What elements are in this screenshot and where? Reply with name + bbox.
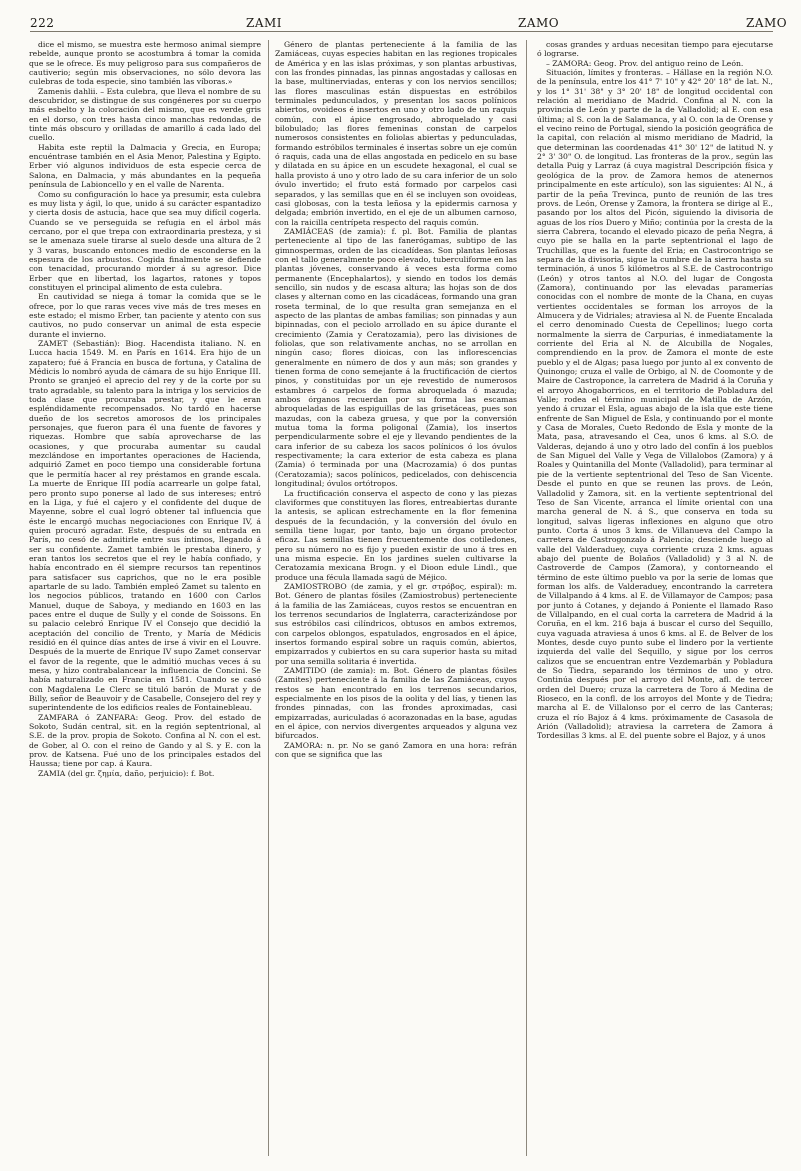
column-divider xyxy=(526,40,527,1156)
paragraph: ZAMIA (del gr. ζημία, daño, perjuicio): f. Bot. xyxy=(38,768,215,778)
paragraph: ZAMITIDO (de zamia): m. Bot. Género de plantas fósiles (Zamites) perteneciente á la familia de las Zamiáceas, cuyos restos se han encontrado en los terrenos secundarios, especialmente en los pisos de la oolita y del lías, y tienen las frondes pinnadas, con las frondes aproximadas, casi empizarradas, auriculadas ó acorazonadas en la base, agudas en el ápice, con nervios divergentes arqueados y alguna vez bifurcados. xyxy=(275,666,517,741)
text-column-right xyxy=(537,40,773,1158)
paragraph: ZAMIÁCEAS (de zamia): f. pl. Bot. Familia de plantas perteneciente al tipo de las fanerógamas, subtipo de las gimnospermas, orden de las cicadídeas. Son plantas leñosas con el tallo generalmente poco elevado, tuberculiforme en las plantas jóvenes, conservando á veces esta forma como permanente (Encephalartos), y siendo en todos los demás sencillo, sin nudos y de escasa altura; las hojas son de dos clases y alternan como en las cicadáceas, formando una gran roseta terminal, de lo que resulta gran semejanza en el aspecto de las plantas de ambas familias; son pinnadas y aun bipinnadas, con el peciolo arrollado en su ápice durante el crecimiento (Zamia y Ceratozamia), pero las divisiones de foliolas, que son relativamente anchas, no se arrollan en ningún caso; flores dioicas, con las inflorescencias generalmente en número de dos y aun más; son grandes y tienen forma de cono semejante á la fructificación de ciertos pinos, y constituidas por un eje revestido de numerosos estambres ó carpelos de forma abroquelada ó mazuda; ambos órganos recuerdan por su forma las escamas abroqueladas de las espiguillas de las grisetáceas, pues son mazudas, con la cabeza gruesa, y que por la conversión mutua toma la forma poligonal (Zamia), los insertos perpendicularmente sobre el eje y llevando pendientes de la cara inferior de su cabeza los sacos polínicos ó los óvulos respectivamente; la cara exterior de esta cabeza es plana (Zamia) ó terminada por una (Macrozamia) ó dos puntas (Ceratozamia); sacos polínicos, pedicelados, con dehiscencia longitudinal; óvulos ortótropos. xyxy=(275,226,517,489)
page-number: 222 xyxy=(30,16,55,30)
paragraph: Como su configuración lo hace ya presumir, esta culebra es muy lista y ágil, lo que, unido á su carácter espantadizo y cierta dosis de astucia, hace que sea muy difícil cogerla. Cuando se ve perseguida se refugia en el árbol más cercano, por el que trepa con extraordinaria presteza, y si se le amenaza suele tirarse al suelo desde una altura de 2 y 3 varas, buscando entonces medio de esconderse en la espesura de los arbustos. Cogida finalmente se defiende con tenacidad, procurando morder á su agresor. Dice Erber que en libertad, los lagartos, ratones y topos constituyen el principal alimento de esta culebra. xyxy=(29,189,261,292)
center-running-title: ZAMO xyxy=(518,16,560,30)
paragraph: Género de plantas perteneciente á la familia de las Zamiáceas, cuyas especies habitan en las regiones tropicales de América y en las islas próximas, y son plantas arbustivas, con las frondes pinnadas, las pinnas angostadas y callosas en la base, multinerviadas, enteras y con los nervios sencillos; las flores masculinas están dispuestas en estróbilos terminales pedunculados, y presentan los sacos polínicos abiertos, ovoideos é insertos en uno y otro lado de un raquis común, con el ápice engrosado, abroquelado y casi bilobulado; las flores femeninas constan de carpelos numerosos consistentes en foliolas abiertas y pedunculadas, formando estróbilos terminales é insertas sobre un eje común ó raquis, cada una de ellas angostada en pedicelo en su base y dilatada en su ápice en un escudete hexagonal, el cual se halla provisto á uno y otro lado de su cara inferior de un solo óvulo invertido; el fruto está formado por carpelos casi separados, y las semillas que en él se incluyen son ovoideas, casi globosas, con la testa leñosa y la epidermis carnosa y delgada; embrión invertido, en el eje de un albumen carnoso, con la raicilla centrípeta respecto del raquis común. xyxy=(275,40,517,227)
paragraph: ZAMIOSTROBO (de zamia, y el gr. στρόβος, espiral): m. Bot. Género de plantas fósiles (Zamiostrobus) perteneciente á la familia de las Zamiáceas, cuyos restos se encuentran en los terrenos secundarios de Inglaterra, caracterizándose por sus estróbilos casi cilíndricos, obtusos en ambos extremos, con carpelos oblongos, espatulados, engrosados en el ápice, insertos formando espiral sobre un raquis común, abiertos, empizarrados y cubiertos en su cara superior hasta su mitad por una semilla solitaria é invertida. xyxy=(275,581,517,666)
paragraph: dice el mismo, se muestra este hermoso animal siempre rebelde, aunque pronto se acostumbra á tomar la comida que se le ofrece. Es muy peligroso para sus compañeros de cautiverio; según mis observaciones, no sólo devora las culebras de toda especie, sino también las víboras.» xyxy=(29,40,261,87)
paragraph: Zamenis dahlii. – Esta culebra, que lleva el nombre de su descubridor, se distingue de sus congéneres por su cuerpo más esbelto y la coloración del mismo, que es verde gris en el dorso, con tres hasta cinco manchas redondas, de tinte más obscuro y orilladas de amarillo á cada lado del cuello. xyxy=(29,86,261,143)
paragraph: ZAMORA: n. pr. No se ganó Zamora en una hora: refrán con que se significa que las xyxy=(275,740,517,760)
left-running-title: ZAMI xyxy=(246,16,283,30)
paragraph: Habita este reptil la Dalmacia y Grecia, en Europa; encuéntrase también en el Asia Menor, Palestina y Egipto. Erber vió algunos individuos de esta especie cerca de Salona, en Dalmacia, y más abundantes en la pequeña península de Labioncello y en el valle de Narenta. xyxy=(29,142,261,190)
right-running-title: ZAMO xyxy=(746,16,788,30)
paragraph: En cautividad se niega á tomar la comida que se le ofrece, por lo que raras veces vive más de tres meses en este estado; el mismo Erber, tan paciente y atento con sus cautivos, no pudo conservar un animal de esta especie durante el invierno. xyxy=(29,292,261,339)
paragraph: ZAMFARA ó ZANFARA: Geog. Prov. del estado de Sokoto, Sudán central, sit. en la región septentrional, al S.E. de la prov. propia de Sokoto. Confina al N. con el est. de Gober, al O. con el reino de Gando y al S. y E. con la prov. de Katsena. Fué uno de los principales estados del Haussa; tiene por cap. á Kaura. xyxy=(29,712,261,769)
paragraph: ZAMET (Sebastián): Biog. Hacendista italiano. N. en Lucca hacia 1549. M. en París en 1614. Era hijo de un zapatero; fué á Francia en busca de fortuna, y Catalina de Médicis lo nombró ayuda de cámara de su hijo Enrique III. Pronto se granjeó el aprecio del rey y de la corte por su trato agradable, su talento para la intriga y los servicios de toda clase que procuraba prestar, y que le eran espléndidamente recompensados. No tardó en hacerse dueño de los secretos amorosos de los principales personajes, que fueron para él una fuente de favores y riquezas. Hombre que sabía aprovecharse de las ocasiones, y que procuraba aumentar su caudal mezclándose en importantes operaciones de Hacienda, adquirió Zamet en poco tiempo una considerable fortuna que le permitía hacer al rey préstamos en grande escala. La muerte de Enrique III podía acarrearle un golpe fatal, pero pronto supo ponerse al lado de sus intereses; entró en la Liga, y fué el cajero y el confidente del duque de Mayenne, sobre el cual logró obtener tal influencia que éste le encargó muchas negociaciones con Enrique IV, á quien procuró agradar. Este, después de su entrada en París, no cesó de admitirle entre sus íntimos, llegando á ser su confidente. Zamet también le prestaba dinero, y eran tantos los secretos que el rey le había confiado, y había encontrado en él siempre recursos tan repentinos para satisfacer sus caprichos, que no le era posible apartarle de su lado. También empleó Zamet su talento en los negocios públicos, tratando en 1600 con Carlos Manuel, duque de Saboya, y mediando en 1603 en las paces entre el duque de Sully y el conde de Soissons. En su palacio celebró Enrique IV el Consejo que decidió la aceptación del concilio de Trento, y María de Médicis residió en él quince días antes de irse á vivir en el Louvre. Después de la muerte de Enrique IV supo Zamet conservar el favor de la regente, que le admitió muchas veces á su mesa, y hizo contrabalancear la influencia de Concini. Se había naturalizado en Francia en 1581. Cuando se casó con Magdalena Le Clerc se tituló barón de Murat y de Billy, señor de Beauvoir y de Casabelle, Consejero del rey y superintendente de los edificios reales de Fontainebleau. xyxy=(29,339,261,713)
column-divider xyxy=(268,40,269,1156)
header-rule xyxy=(30,31,773,32)
paragraph: – ZAMORA: Geog. Prov. del antiguo reino de León. xyxy=(546,58,744,68)
text-column-middle xyxy=(275,40,517,1158)
text-column-left xyxy=(29,40,261,1158)
paragraph: La fructificación conserva el aspecto de cono y las piezas claviformes que constituyen las flores, entreabiertas durante la antesis, se aplican estrechamente en la flor femenina después de la fecundación, y la conversión del óvulo en semilla tiene lugar, por tanto, bajo un órgano protector eficaz. Las semillas tienen frecuentemente dos cotiledones, pero su número no es fijo y pueden existir de uno á tres en una misma especie. En los jardines suelen cultivarse la Ceratozamia mexicana Brogn. y el Dioon edule Lindl., que produce una fécula llamada sagú de Méjico. xyxy=(275,488,517,582)
paragraph: Situación, límites y fronteras. – Hállase en la región N.O. de la península, entre los 41° 7' 10" y 42° 20' 18" de lat. N., y los 1° 31' 38" y 3° 20' 18" de longitud occidental con relación al meridiano de Madrid. Confina al N. con la provincia de León y parte de la de Valladolid; al E. con esa última; al S. con la de Salamanca, y al O. con la de Orense y el vecino reino de Portugal, siendo la posición geográfica de la capital, con relación al mismo meridiano de Madrid, la que determinan las coordenadas 41° 30' 12" de latitud N. y 2° 3' 30" O. de longitud. Las fronteras de la prov., según las detalla Puig y Larraz (á cuya magistral Descripción física y geológica de la prov. de Zamora hemos de atenernos principalmente en este artículo), son las siguientes: Al N., á partir de la peña Trevinca, punto de reunión de las tres provs. de León, Orense y Zamora, la frontera se dirige al E., pasando por los altos del Picón, siguiendo la divisoria de aguas de los ríos Duero y Miño; continúa por la cresta de la sierra Cabrera, tocando el elevado picazo de peña Negra, á cuyo pie se halla en la parte septentrional el lago de Truchillas, que es la fuente del Eria; en Castrocontrigo se separa de la divisoria, sigue la cumbre de la sierra hasta su terminación, á unos 5 kilómetros al S.E. de Castrocontrigo (León) y otros tantos al N.O. del lugar de Congosta (Zamora), continuando por las elevadas paramerías conocidas con el nombre de monte de la Chana, en cuyas vertientes occidentales se forman los arroyos de la Almucera y de Vidriales; atraviesa al N. de Fuente Encalada el cerro denominado Cuesta de Cepellinos; luego corta normalmente la sierra de Carpurias, é inmediatamente la corriente del Eria al N. de Alcubilla de Nogales, comprendiendo en la prov. de Zamora el monte de este pueblo y el de Algas; pasa luego por junto al ex convento de Quinongo; cruza el valle de Orbigo, al N. de Coomonte y de Maire de Castroponce, la carretera de Madrid á la Coruña y el arroyo Ahogaborricos, en el territorio de Pobladura del Valle; rodea el término municipal de Matilla de Arzón, yendo á cruzar el Esla, aguas abajo de la isla que este tiene enfrente de San Miguel de Esla, y continuando por el monte y Casa de Morales, Cueto Redondo de Esla y monte de la Mata, pasa, atravesando el Cea, unos 6 kms. al S.O. de Valderas, dejando á uno y otro lado del confín á los pueblos de San Miguel del Valle y Vega de Villalobos (Zamora) y á Roales y Quintanilla del Monte (Valladolid), para terminar al pie de la vertiente septentrional del Teso de San Vicente. Desde el punto en que se reunen las provs. de León, Valladolid y Zamora, sit. en la vertiente septentrional del Teso de San Vicente, arranca el límite oriental con una marcha general de N. á S., que conserva en toda su longitud, salvas ligeras inflexiones en alguno que otro punto. Corta á unos 3 kms. de Villanueva del Campo la carretera de Castrogonzalo á Palencia; desciende luego al valle del Valderaduey, cuya corriente cruza 2 kms. aguas abajo del puente de Bolaños (Valladolid) y 3 al N. de Castroverde de Campos (Zamora), y contorneando el término de este último pueblo va por la serie de lomas que forman los alfs. de Valderaduey, encontrando la carretera de Villalpando á 4 kms. al E. de Villamayor de Campos; pasa por junto á Cotanes, y dejando á Poniente el llamado Raso de Villalpando, en el cual corta la carretera de Madrid á la Coruña, en el km. 216 baja á buscar el curso del Sequillo, cuya vaguada atraviesa á unos 6 kms. al E. de Belver de los Montes, desde cuyo punto sube el lindero por la vertiente izquierda del valle del Sequillo, y sigue por los cerros calizos que se encuentran entre Vezdemarbán y Pobladura de So Tiedra, separando los términos de uno y otro. Continúa después por el arroyo del Monte, afl. de tercer orden del Duero; cruza la carretera de Toro á Medina de Rioseco, en la confl. de los arroyos del Monte y de Tiedra; marcha al E. de Villalonso por el cerro de las Canteras; cruza el río Bajoz á 4 kms. próximamente de Casasola de Arión (Valladolid); atraviesa la carretera de Zamora á Tordesillas 3 kms. al E. del puente sobre el Bajoz, y á unos xyxy=(537,68,773,741)
paragraph: cosas grandes y arduas necesitan tiempo para ejecutarse ó lograrse. xyxy=(537,40,773,59)
